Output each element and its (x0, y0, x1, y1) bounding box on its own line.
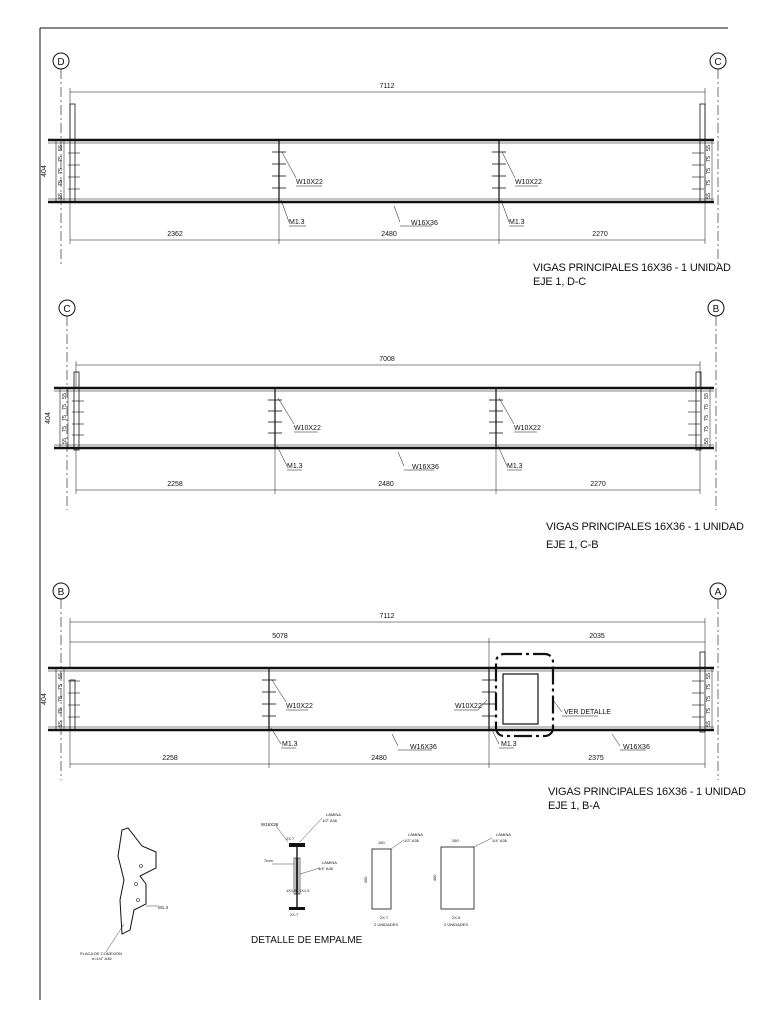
beam-elevation-1 (41, 53, 726, 265)
plate-top-thk: 1/2" A36 (322, 818, 337, 823)
overall-dim-text: 7112 (379, 613, 395, 620)
span-dim-2: 2480 (381, 231, 397, 238)
depth-dim-text: 404 (45, 412, 52, 424)
pitch-text: 75 (706, 707, 712, 715)
pitch-text: 75 (706, 683, 712, 691)
left-bolt-pitch (58, 140, 80, 202)
pitch-text: 75 (58, 683, 64, 691)
right-bolt-pitch (692, 668, 712, 730)
pitch-text: 75 (58, 707, 64, 715)
beam-1-caption-2: EJE 1, D-C (533, 276, 587, 288)
marker-label-2: M1.3 (507, 463, 523, 470)
top-flange-plate (289, 843, 305, 847)
overall-dim-text: 7008 (379, 356, 395, 363)
span-dim-1: 2362 (167, 231, 183, 238)
pitch-text: 75 (706, 179, 712, 187)
plate-a (363, 832, 423, 927)
pitch-text: 55 (706, 720, 712, 728)
beam-elevation-2 (45, 300, 724, 510)
beam-2-caption-2: EJE 1, C-B (546, 539, 599, 551)
left-bolt-pitch (62, 388, 84, 448)
bent-plate-note-2: e=1/4" A36 (92, 956, 112, 961)
plate-a-top-dim: 180 (378, 840, 385, 845)
joist-label-2: W10X22 (514, 425, 541, 432)
plate-a-qty-1: 2X.7 (380, 915, 389, 920)
pitch-text: 55 (62, 437, 68, 445)
plate-b-label: LÁMINA (496, 832, 511, 837)
web-dim-1: 1X1.5 (286, 888, 297, 893)
axis-label-left: D (57, 57, 65, 68)
joist-label-1: W10X22 (294, 425, 321, 432)
span-dim-2: 2480 (371, 755, 387, 762)
axis-label-left: B (57, 587, 65, 598)
main-member-label-2: W16X36 (623, 744, 650, 751)
plate-web-label: LÁMINA (322, 860, 337, 865)
pitch-text: 75 (58, 167, 64, 175)
overall-dim-text: 7112 (379, 83, 395, 90)
plate-a-thk: 1/2" A36 (404, 838, 419, 843)
plate-b-qty-2: 2 UNIDADES (444, 922, 469, 927)
bent-plate-label: M1.3 (158, 905, 169, 910)
span-dim-3: 2375 (588, 755, 604, 762)
marker-label-1: M1.3 (282, 741, 298, 748)
end-plate-right (700, 652, 705, 732)
beam-elevation-3 (41, 583, 726, 780)
pitch-text: 55 (706, 672, 712, 680)
detail-reference: VER DETALLE (564, 709, 611, 716)
pitch-text: 55 (58, 672, 64, 680)
plate-b-top-dim: 260 (452, 838, 459, 843)
pitch-text: 55 (704, 437, 710, 445)
flange-dim-top: 2X.7 (286, 836, 295, 841)
bottom-flange-plate (289, 907, 305, 910)
pitch-text: 55 (58, 192, 64, 200)
web-dim-2: 1X1.5 (299, 888, 310, 893)
span-dim-2: 2480 (378, 481, 394, 488)
span-dim-3: 2270 (590, 481, 606, 488)
plate-a-qty-2: 2 UNIDADES (374, 922, 399, 927)
detail-title: DETALLE DE EMPALME (251, 935, 363, 946)
pitch-text: 55 (706, 144, 712, 152)
pitch-text: 55 (706, 192, 712, 200)
pitch-text: 75 (706, 167, 712, 175)
pitch-text: 75 (62, 403, 68, 411)
depth-dim-text: 404 (41, 693, 48, 705)
plate-b-thk: 1/4" A36 (492, 838, 507, 843)
plate-a-label: LÁMINA (408, 832, 423, 837)
main-member-label: W16X36 (412, 464, 439, 471)
pitch-text: 75 (704, 403, 710, 411)
plate-a-side-dim: 400 (363, 876, 368, 884)
splice-plate (503, 674, 538, 724)
beam-3-caption-1: VIGAS PRINCIPALES 16X36 - 1 UNIDAD (548, 786, 746, 798)
bent-plate-note-1: PLACA DE CONEXIÓN (80, 951, 123, 956)
splice-section (261, 812, 341, 917)
main-leader (394, 206, 400, 222)
pitch-text: 75 (706, 695, 712, 703)
sub-dim-2: 2035 (589, 633, 605, 640)
beam-3-caption-2: EJE 1, B-A (548, 800, 600, 812)
sub-dim-1: 5078 (272, 633, 288, 640)
pitch-text: 55 (62, 392, 68, 400)
joist-label-1: W10X22 (286, 703, 313, 710)
pitch-text: 75 (704, 414, 710, 422)
gap-label: 7mm (264, 858, 273, 863)
marker-label-2: M1.3 (501, 741, 517, 748)
pitch-text: 55 (58, 720, 64, 728)
span-dim-1: 2258 (167, 481, 183, 488)
pitch-text: 75 (58, 695, 64, 703)
plate-web-thk: 1/4" A36 (318, 866, 333, 871)
marker-label-1: M1.3 (287, 463, 303, 470)
joist-label-2: W10X22 (455, 703, 482, 710)
plate-top-label: LÁMINA (326, 812, 341, 817)
pitch-text: 75 (58, 155, 64, 163)
pitch-text: 75 (58, 179, 64, 187)
beam-2-caption-1: VIGAS PRINCIPALES 16X36 - 1 UNIDAD (546, 521, 744, 533)
pitch-text: 75 (62, 414, 68, 422)
span-dim-1: 2258 (162, 755, 178, 762)
pitch-text: 75 (706, 155, 712, 163)
axis-label-left: C (63, 304, 71, 315)
end-plate-left (74, 372, 79, 450)
depth-dim-text: 404 (41, 165, 48, 177)
marker-label-1: M1.3 (289, 219, 305, 226)
plate-b-qty-1: 2X.5 (452, 915, 461, 920)
marker-label-2: M1.3 (509, 219, 525, 226)
right-bolt-pitch (688, 388, 710, 448)
beam-1-caption-1: VIGAS PRINCIPALES 16X36 - 1 UNIDAD (533, 262, 731, 274)
pitch-text: 55 (704, 392, 710, 400)
plate-b-side-dim: 400 (432, 874, 437, 882)
joist-label-2: W10X22 (515, 179, 542, 186)
flange-dim-bot: 2X.7 (290, 912, 299, 917)
plate-b (432, 832, 511, 927)
joist-label-1: W10X22 (296, 179, 323, 186)
right-bolt-pitch (692, 140, 712, 202)
main-member-label: W16X36 (411, 220, 438, 227)
pitch-text: 75 (62, 425, 68, 433)
axis-label-right: B (712, 304, 720, 315)
bent-connection-plate (80, 828, 169, 961)
axis-label-right: C (714, 57, 722, 68)
pitch-text: 55 (58, 144, 64, 152)
span-dim-3: 2270 (592, 231, 608, 238)
pitch-text: 75 (704, 425, 710, 433)
main-member-label: W16X36 (410, 744, 437, 751)
section-label: W16X36 (261, 822, 279, 827)
axis-label-right: A (714, 587, 722, 598)
